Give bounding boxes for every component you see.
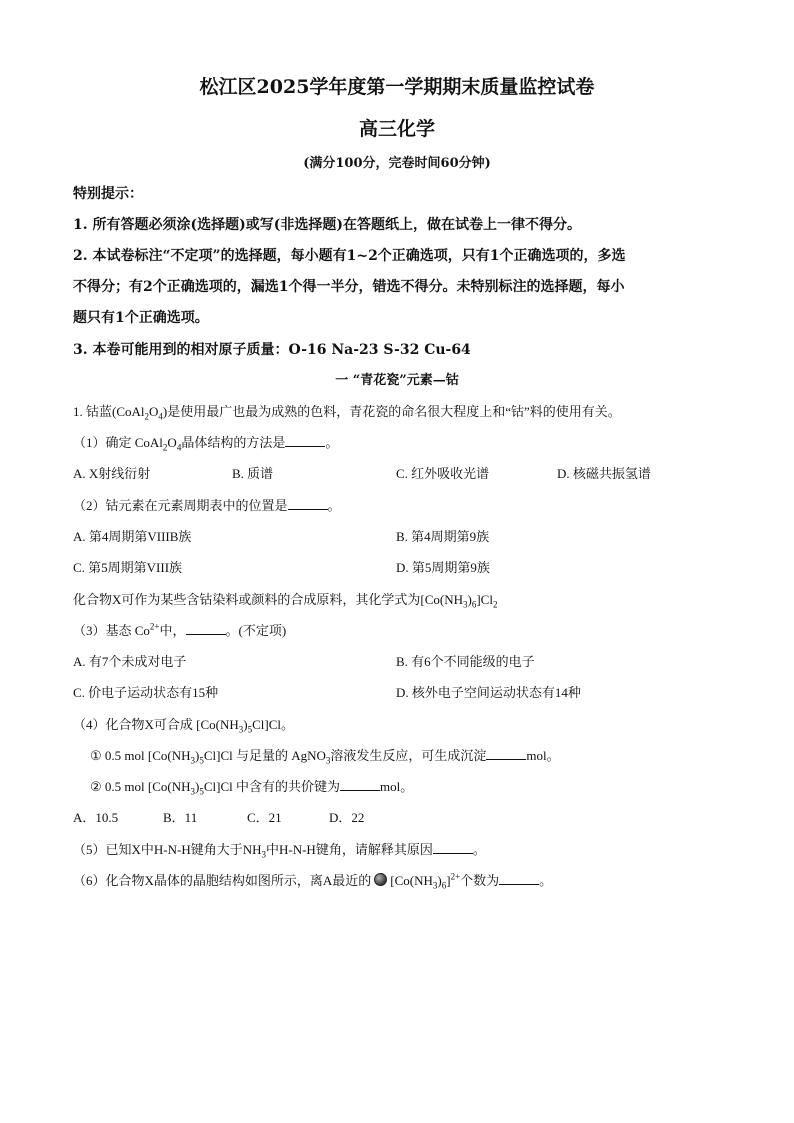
answer-blank[interactable] xyxy=(499,872,539,885)
notes-heading: 特别提示： xyxy=(73,186,143,202)
option-d: D. 第5周期第9族 xyxy=(396,560,490,575)
answer-blank[interactable] xyxy=(486,747,526,760)
option-b: B. 有6个不同能级的电子 xyxy=(396,654,535,669)
option-b: B. 第4周期第9族 xyxy=(396,529,490,544)
answer-blank[interactable] xyxy=(186,622,226,635)
exam-info: (满分100分，完卷时间60分钟) xyxy=(303,156,491,171)
option-d: D．22 xyxy=(329,810,365,825)
note-3: 3. 本卷可能用到的相对原子质量：O-16 Na-23 S-32 Cu-64 xyxy=(73,342,471,358)
question-1-intro: 1. 钴蓝$(CoAl_2O_4)$是使用最广也最为成熟的色料，青花瓷的命名很大程度上和“钴”料的使用有关。 xyxy=(73,404,621,422)
note-2-line-2: 不得分；有2个正确选项的，漏选1个得一半分，错选不得分。未特别标注的选择题，每小 xyxy=(73,279,625,295)
option-a: A. 第4周期第VIIIB族 xyxy=(73,529,192,544)
option-b: B. 质谱 xyxy=(232,466,274,481)
compound-x-description: 化合物X可作为某些含钴染料或颜料的合成原料，其化学式为$[Co(NH_3)_6]Cl_2$ xyxy=(73,592,498,610)
option-b: B．11 xyxy=(163,810,198,825)
note-1: 1. 所有答题必须涂(选择题)或写(非选择题)在答题纸上，做在试卷上一律不得分。 xyxy=(73,217,581,233)
option-c: C. 价电子运动状态有15种 xyxy=(73,685,219,700)
section-title: 一 “青花瓷”元素—钴 xyxy=(335,373,459,388)
option-c: C. 红外吸收光谱 xyxy=(396,466,490,481)
answer-blank[interactable] xyxy=(288,497,328,510)
option-d: D. 核磁共振氢谱 xyxy=(557,466,651,481)
subject-title: 高三化学 xyxy=(358,118,435,140)
question-1-part-6: （6）化合物X晶体的晶胞结构如图所示，离A最近的 $[Co(NH_3)_6]^{2+}$个数为 。 xyxy=(73,871,553,891)
answer-blank[interactable] xyxy=(433,841,473,854)
option-d: D. 核外电子空间运动状态有14种 xyxy=(396,685,581,700)
option-c: C．21 xyxy=(247,810,282,825)
option-c: C. 第5周期第VIII族 xyxy=(73,560,183,575)
option-a: A．10.5 xyxy=(73,810,119,825)
answer-blank[interactable] xyxy=(340,778,380,791)
option-a: A. 有7个未成对电子 xyxy=(73,654,187,669)
option-a: A. X射线衍射 xyxy=(73,466,151,481)
question-1-part-1: （1）确定 $CoAl_2O_4$晶体结构的方法是 。 xyxy=(73,435,339,453)
answer-blank[interactable] xyxy=(285,434,325,447)
note-2-line-3: 题只有1个正确选项。 xyxy=(73,310,209,326)
question-1-part-3: （3）基态 $Co^{2+}$中， 。(不定项) xyxy=(73,621,287,638)
question-1-part-5: （5）已知X中H-N-H键角大于$NH_3$中H-N-H键角，请解释其原因 。 xyxy=(73,842,486,860)
ion-sphere-icon xyxy=(374,873,387,886)
exam-title: 松江区2025学年度第一学期期末质量监控试卷 xyxy=(199,76,595,98)
note-2-line-1: 2. 本试卷标注“不定项”的选择题，每小题有1~2个正确选项，只有1个正确选项的，多选 xyxy=(73,248,626,264)
question-1-part-2: （2）钴元素在元素周期表中的位置是 。 xyxy=(73,498,341,513)
question-1-part-4: （4）化合物X可合成 $[Co(NH_3)_5Cl]Cl$。 xyxy=(73,717,294,735)
question-1-part-4-sub-1: ① 0.5 mol $[Co(NH_3)_5Cl]Cl$ 与足量的 AgNO$_3$溶液发生反应，可生成沉淀 mol。 xyxy=(90,748,560,766)
question-1-part-4-sub-2: ② 0.5 mol $[Co(NH_3)_5Cl]Cl$ 中含有的共价键为 mol。 xyxy=(90,779,414,797)
